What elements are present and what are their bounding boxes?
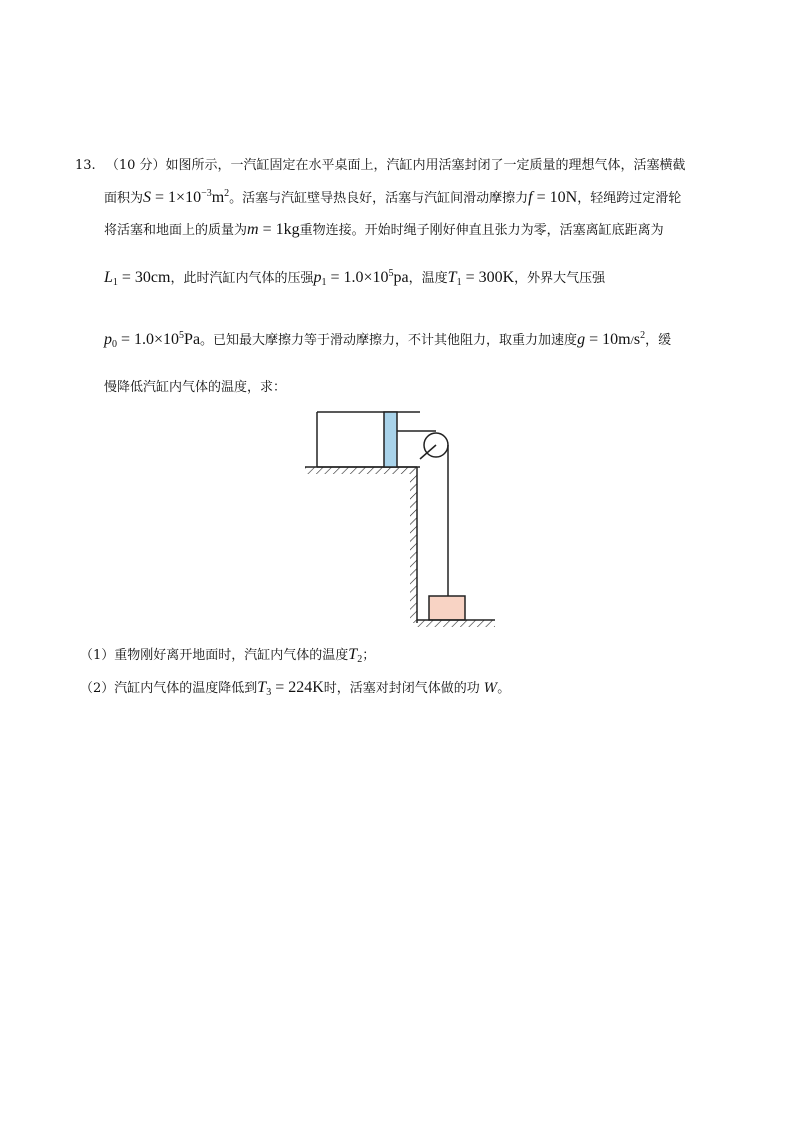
work-symbol: W	[483, 681, 498, 696]
question-line-2: 面积为$S = 1\times 10^{-3}m^2$。活塞与汽缸壁导热良好，活塞与汽缸间滑动摩擦力f = 10N，轻绳跨过定滑轮	[104, 188, 682, 206]
cylinder-pulley-figure	[300, 405, 510, 635]
question-line-6: 慢降低汽缸内气体的温度，求：	[104, 380, 287, 395]
table-hatch	[305, 467, 417, 474]
question-line-5: $p_0 = 1.0\times 10^5Pa$。已知最大摩擦力等于滑动摩擦力，不计其他阻力，取重力加速度$g = 10m/s^2$，缓	[104, 330, 672, 350]
piston	[384, 412, 397, 467]
question-line-1: 13. （10 分）如图所示，一汽缸固定在水平桌面上，汽缸内用活塞封闭了一定质量的理想气体，活塞横截	[75, 158, 686, 173]
table-side-hatch	[410, 474, 417, 623]
pressure1-formula: $p_1 = 1.0\times 10^5pa$	[313, 268, 409, 288]
length-formula: $L_1 = 30cm$	[104, 269, 171, 288]
temperature1-formula: $T_1 = 300K$	[447, 269, 515, 288]
ground-hatch	[417, 620, 495, 627]
weight-block	[429, 596, 465, 620]
mass-formula: m = 1kg	[247, 221, 300, 238]
question-score: （10 分）	[105, 158, 166, 173]
question-line-4: $L_1 = 30cm$，此时汽缸内气体的压强$p_1 = 1.0\times 10^5pa$，温度$T_1 = 300K$，外界大气压强	[104, 268, 606, 288]
subquestion-2: （2）汽缸内气体的温度降低到$T_3 = 224K$时，活塞对封闭气体做的功 W。	[80, 679, 511, 698]
question-number: 13.	[75, 158, 96, 173]
temperature3-formula: $T_3 = 224K$	[257, 679, 324, 698]
subquestion-1: （1）重物刚好离开地面时，汽缸内气体的温度$T_2$；	[80, 646, 376, 665]
question-line-3: 将活塞和地面上的质量为m = 1kg重物连接。开始时绳子刚好伸直且张力为零，活塞离缸底距离为	[104, 221, 664, 238]
area-formula: $S = 1\times 10^{-3}m^2$	[143, 188, 230, 206]
pressure0-formula: $p_0 = 1.0\times 10^5Pa$	[104, 330, 201, 350]
gravity-formula: $g = 10m/s^2$	[577, 330, 646, 348]
friction-formula: f = 10N	[528, 189, 578, 206]
temperature2-symbol: $T_2$	[348, 646, 363, 665]
